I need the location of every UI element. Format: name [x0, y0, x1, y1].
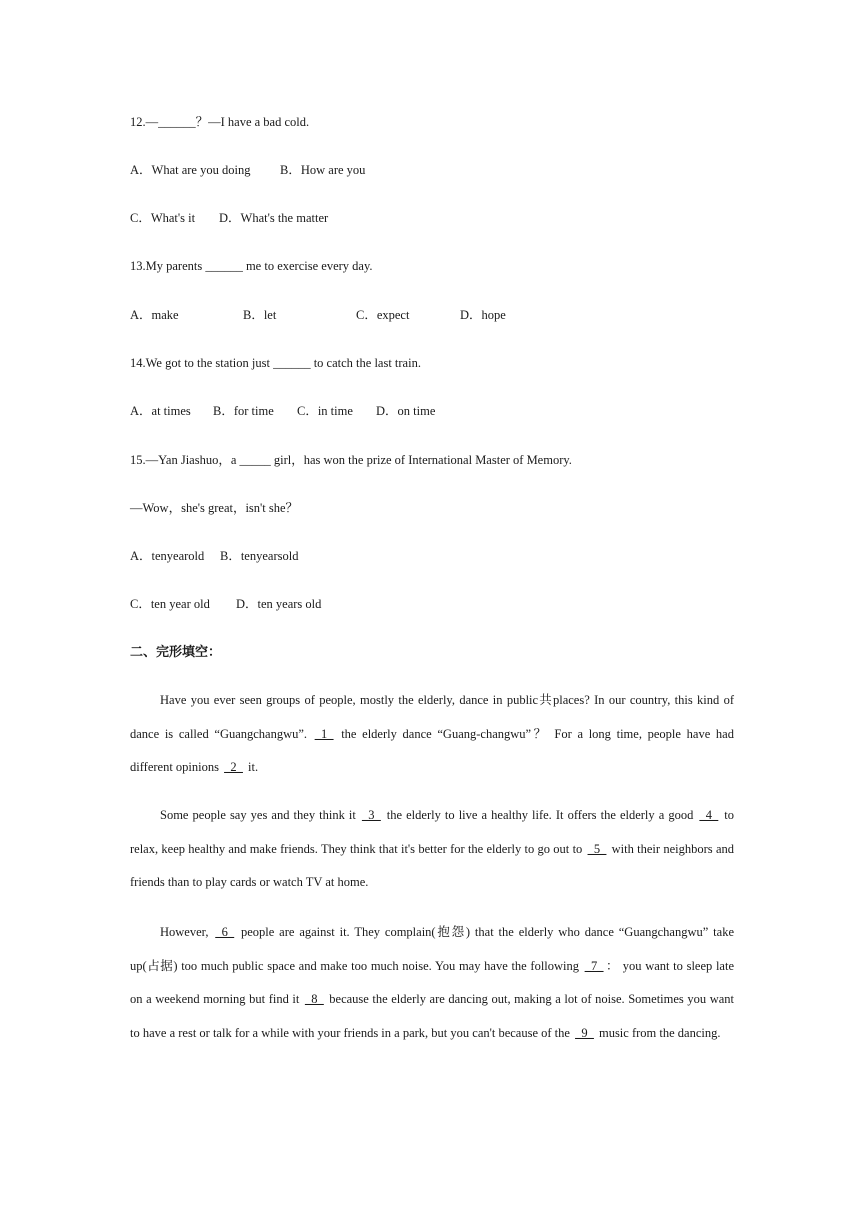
option-12-a: A．What are you doing	[130, 163, 251, 177]
option-12-b: B．How are you	[280, 163, 366, 177]
option-14-a: A．at times	[130, 404, 191, 418]
paragraph-text: it.	[244, 760, 259, 774]
section-title-cloze: 二、完形填空：	[130, 645, 222, 660]
paragraph-text: the elderly to live a healthy life. It offers the elderly a good	[382, 808, 698, 822]
option-15-c: C．ten year old	[130, 597, 210, 611]
passage-paragraph-2	[130, 799, 734, 900]
question-12-options-row-2	[130, 210, 328, 226]
option-12-d: D．What's the matter	[219, 211, 329, 225]
question-15-stem: 15.—Yan Jiashuo，a _____ girl，has won the prize of International Master of Memory.	[130, 453, 572, 467]
question-15-options-row-2	[130, 596, 321, 612]
cloze-blank-8: _8_	[304, 992, 324, 1006]
paragraph-text: the elderly dance “Guang-changwu”？ For a long time, people have had different opinions	[130, 726, 734, 774]
option-14-d: D．on time	[376, 404, 436, 418]
cloze-blank-7: _7_	[584, 958, 604, 973]
paragraph-text: with their neighbors and friends than to play cards or watch TV at home.	[130, 841, 734, 889]
paragraph-text: to relax, keep healthy and make friends. They think that it's better for the elderly to go out to	[130, 808, 734, 856]
paragraph-text: Have you ever seen groups of people, mostly the elderly, dance in public共places? In our country, this kind of dance is called “Guangchangwu”.	[130, 693, 734, 741]
paragraph-text: However,	[160, 925, 214, 939]
question-15-options-row-1	[130, 548, 298, 564]
paragraph-text: music from the dancing.	[595, 1025, 721, 1040]
option-15-d: D．ten years old	[236, 597, 322, 611]
cloze-blank-9: _9_	[575, 1025, 594, 1040]
cloze-blank-4: _4_	[699, 808, 719, 822]
option-14-c: C．in time	[297, 404, 353, 418]
cloze-blank-5: _5_	[587, 841, 607, 856]
paragraph-text: Some people say yes and they think it	[160, 808, 360, 822]
cloze-blank-1: _1_	[314, 726, 334, 741]
question-14-stem: 14.We got to the station just ______ to catch the last train.	[130, 356, 421, 370]
question-13-stem: 13.My parents ______ me to exercise every day.	[130, 259, 373, 273]
question-15-reply: —Wow，she's great，isn't she？	[130, 501, 299, 515]
question-12-options-row-1	[130, 162, 365, 178]
option-14-b: B．for time	[213, 404, 274, 418]
question-14-options	[130, 403, 435, 419]
option-13-a: A．make	[130, 308, 179, 322]
option-15-b: B．tenyearsold	[220, 549, 299, 563]
question-12-stem: 12.—______？—I have a bad cold.	[130, 115, 310, 129]
passage-paragraph-3	[130, 916, 734, 1050]
cloze-blank-2: _2_	[224, 760, 243, 774]
option-15-a: A．tenyearold	[130, 549, 205, 563]
paragraph-text: ： you want to sleep late on a weekend morning but find it	[130, 958, 734, 1006]
option-13-c: C．expect	[356, 308, 410, 322]
passage-paragraph-1	[130, 684, 734, 785]
paragraph-text: because the elderly are dancing out, making a lot of noise. Sometimes you want to have a rest or talk for a while with your friends in a park, but you can't because of the	[130, 992, 734, 1040]
cloze-blank-3: _3_	[361, 808, 381, 822]
paragraph-text: people are against it. They complain(抱怨) that the elderly who dance “Guangchangwu” take up(占据) too much public space and make too much noise. You may have the following	[130, 925, 735, 973]
option-12-c: C．What's it	[130, 211, 196, 225]
question-13-options	[130, 307, 506, 323]
option-13-b: B．let	[243, 308, 277, 322]
cloze-blank-6: _6_	[215, 925, 235, 939]
option-13-d: D．hope	[460, 308, 506, 322]
